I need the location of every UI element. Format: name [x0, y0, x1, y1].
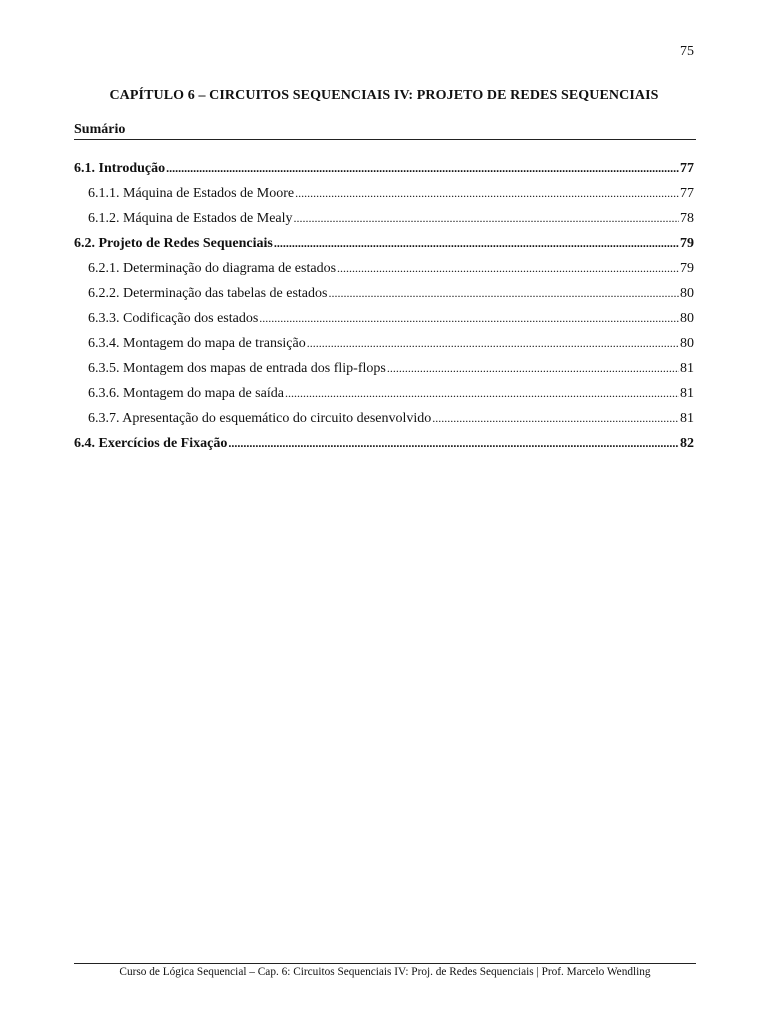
toc-entry[interactable] — [74, 286, 694, 311]
toc-leader-dots — [328, 286, 679, 301]
toc-leader-dots — [337, 261, 679, 276]
table-of-contents — [74, 161, 694, 461]
summary-divider — [74, 139, 696, 140]
toc-entry[interactable] — [74, 211, 694, 236]
toc-entry[interactable] — [74, 436, 694, 461]
toc-entry-label: 6.1.2. Máquina de Estados de Mealy — [88, 211, 293, 226]
toc-entry-label: 6.3.6. Montagem do mapa de saída — [88, 386, 284, 401]
toc-entry[interactable] — [74, 386, 694, 411]
toc-entry[interactable] — [74, 411, 694, 436]
toc-leader-dots — [295, 186, 679, 201]
toc-entry-page: 80 — [680, 336, 694, 351]
toc-leader-dots — [294, 211, 679, 226]
toc-leader-dots — [228, 436, 679, 451]
toc-entry-label: 6.3.4. Montagem do mapa de transição — [88, 336, 306, 351]
toc-entry-label: 6.1. Introdução — [74, 161, 166, 176]
toc-entry[interactable] — [74, 336, 694, 361]
toc-entry-page: 77 — [680, 161, 694, 176]
toc-entry-label: 6.1.1. Máquina de Estados de Moore — [88, 186, 295, 201]
toc-leader-dots — [285, 386, 679, 401]
page-number: 75 — [680, 44, 694, 59]
toc-entry-label: 6.3.3. Codificação dos estados — [88, 311, 259, 326]
toc-entry-page: 81 — [680, 386, 694, 401]
toc-leader-dots — [259, 311, 679, 326]
toc-entry-label: 6.3.7. Apresentação do esquemático do circuito desenvolvido — [88, 411, 432, 426]
toc-entry-page: 77 — [680, 186, 694, 201]
toc-entry[interactable] — [74, 261, 694, 286]
toc-entry-label: 6.2.2. Determinação das tabelas de estados — [88, 286, 328, 301]
toc-entry-page: 79 — [680, 261, 694, 276]
toc-leader-dots — [274, 236, 679, 251]
toc-entry-label: 6.4. Exercícios de Fixação — [74, 436, 228, 451]
footer-divider — [74, 963, 696, 964]
toc-leader-dots — [307, 336, 679, 351]
toc-leader-dots — [166, 161, 679, 176]
toc-entry-label: 6.3.5. Montagem dos mapas de entrada dos flip-flops — [88, 361, 386, 376]
toc-entry[interactable] — [74, 361, 694, 386]
toc-entry[interactable] — [74, 161, 694, 186]
toc-entry-label: 6.2. Projeto de Redes Sequenciais — [74, 236, 273, 251]
toc-entry-page: 80 — [680, 311, 694, 326]
chapter-title: CAPÍTULO 6 – CIRCUITOS SEQUENCIAIS IV: PROJETO DE REDES SEQUENCIAIS — [109, 88, 659, 103]
toc-leader-dots — [387, 361, 679, 376]
toc-leader-dots — [432, 411, 679, 426]
toc-entry-page: 79 — [680, 236, 694, 251]
toc-entry-page: 80 — [680, 286, 694, 301]
toc-entry-page: 78 — [680, 211, 694, 226]
toc-entry[interactable] — [74, 236, 694, 261]
toc-entry-label: 6.2.1. Determinação do diagrama de estados — [88, 261, 337, 276]
toc-entry[interactable] — [74, 186, 694, 211]
toc-entry-page: 81 — [680, 411, 694, 426]
toc-entry[interactable] — [74, 311, 694, 336]
summary-heading: Sumário — [74, 122, 126, 137]
toc-entry-page: 82 — [680, 436, 694, 451]
toc-entry-page: 81 — [680, 361, 694, 376]
page-footer: Curso de Lógica Sequencial – Cap. 6: Circuitos Sequenciais IV: Proj. de Redes Sequenciais | Prof. Marcelo Wendling — [119, 966, 651, 978]
